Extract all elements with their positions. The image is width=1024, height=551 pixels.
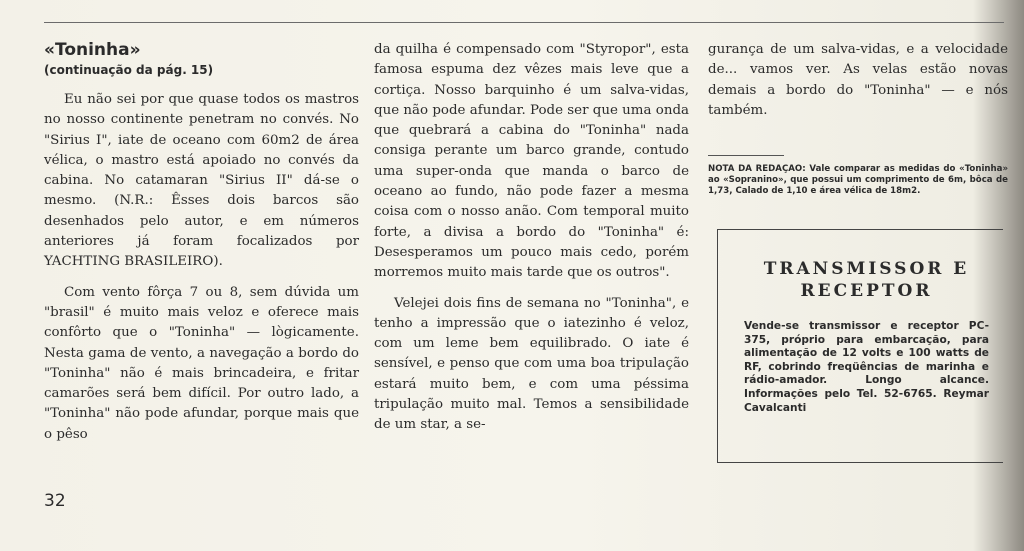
paragraph: da quilha é compensado com "Styropor", esta famosa espuma dez vêzes mais leve que a cortiça. Nosso barquinho é um salva-vidas, que não pode afundar. Pode ser que uma onda que quebrará a cabina do "Toninha" nada consiga perante um barco grande, contudo uma super-onda que manda o barco de oceano ao fundo, não pode fazer a mesma coisa com o nosso anão. Com temporal muito forte, a divisa a bordo do "Toninha" é: Desesperamos um pouco mais cedo, porém morremos muito mais tarde que os outros".	[374, 42, 689, 281]
classified-ad	[717, 229, 1003, 463]
paragraph: Velejei dois fins de semana no "Toninha", e tenho a impressão que o iatezinho é veloz, com um leme bem equilibrado. O iate é sensível, e penso que com uma boa tripulação estará muito bem, e com uma péssima tripulação muito mal. Temos a sensibilidade de um star, a se-	[374, 295, 689, 433]
page-number: 32	[44, 491, 66, 511]
column-2	[374, 40, 689, 446]
paragraph: Eu não sei por que quase todos os mastros no nosso continente penetram no convés. No "Sirius I", iate de oceano com 60m2 de área vélica, o mastro está apoiado no convés da cabina. No catamaran "Sirius II" dá-se o mesmo. (N.R.: Êsses dois barcos são desenhados pelo autor, e em números anteriores já foram focalizados por YACHTING BRASILEIRO).	[44, 92, 359, 270]
editor-note: NOTA DA REDAÇAO: Vale comparar as medidas do «Toninha» ao «Sopranino», que possui um comprimento de 6m, bôca de 1,73, Calado de 1,10 e área vélica de 18m2.	[708, 164, 1008, 197]
top-rule	[44, 22, 1004, 23]
note-divider	[708, 155, 784, 156]
article-title: «Toninha»	[44, 40, 141, 60]
column-1	[44, 40, 359, 455]
paragraph: gurança de um salva-vidas, e a velocidade de... vamos ver. As velas estão novas demais a bordo do "Toninha" — e nós também.	[708, 42, 1008, 118]
ad-text: Vende-se transmissor e receptor PC-375, próprio para embarcação, para alimentação de 12 volts e 100 watts de RF, cobrindo freqüências de marinha e rádio-amador. Longo alcance. Informações pelo Tel. 52-6765. Reymar Cavalcanti	[744, 320, 989, 414]
article-subtitle: (continuação da pág. 15)	[44, 63, 214, 77]
paragraph: Com vento fôrça 7 ou 8, sem dúvida um "brasil" é muito mais veloz e oferece mais confôrto que o "Toninha" — lògicamente. Nesta gama de vento, a navegação a bordo do "Toninha" não é mais brincadeira, e fritar camarões será bem difícil. Por outro lado, a "Toninha" não pode afundar, porque mais que o pêso	[44, 284, 359, 442]
column-3	[708, 40, 1008, 197]
ad-title: TRANSMISSOR E RECEPTOR	[763, 259, 970, 301]
